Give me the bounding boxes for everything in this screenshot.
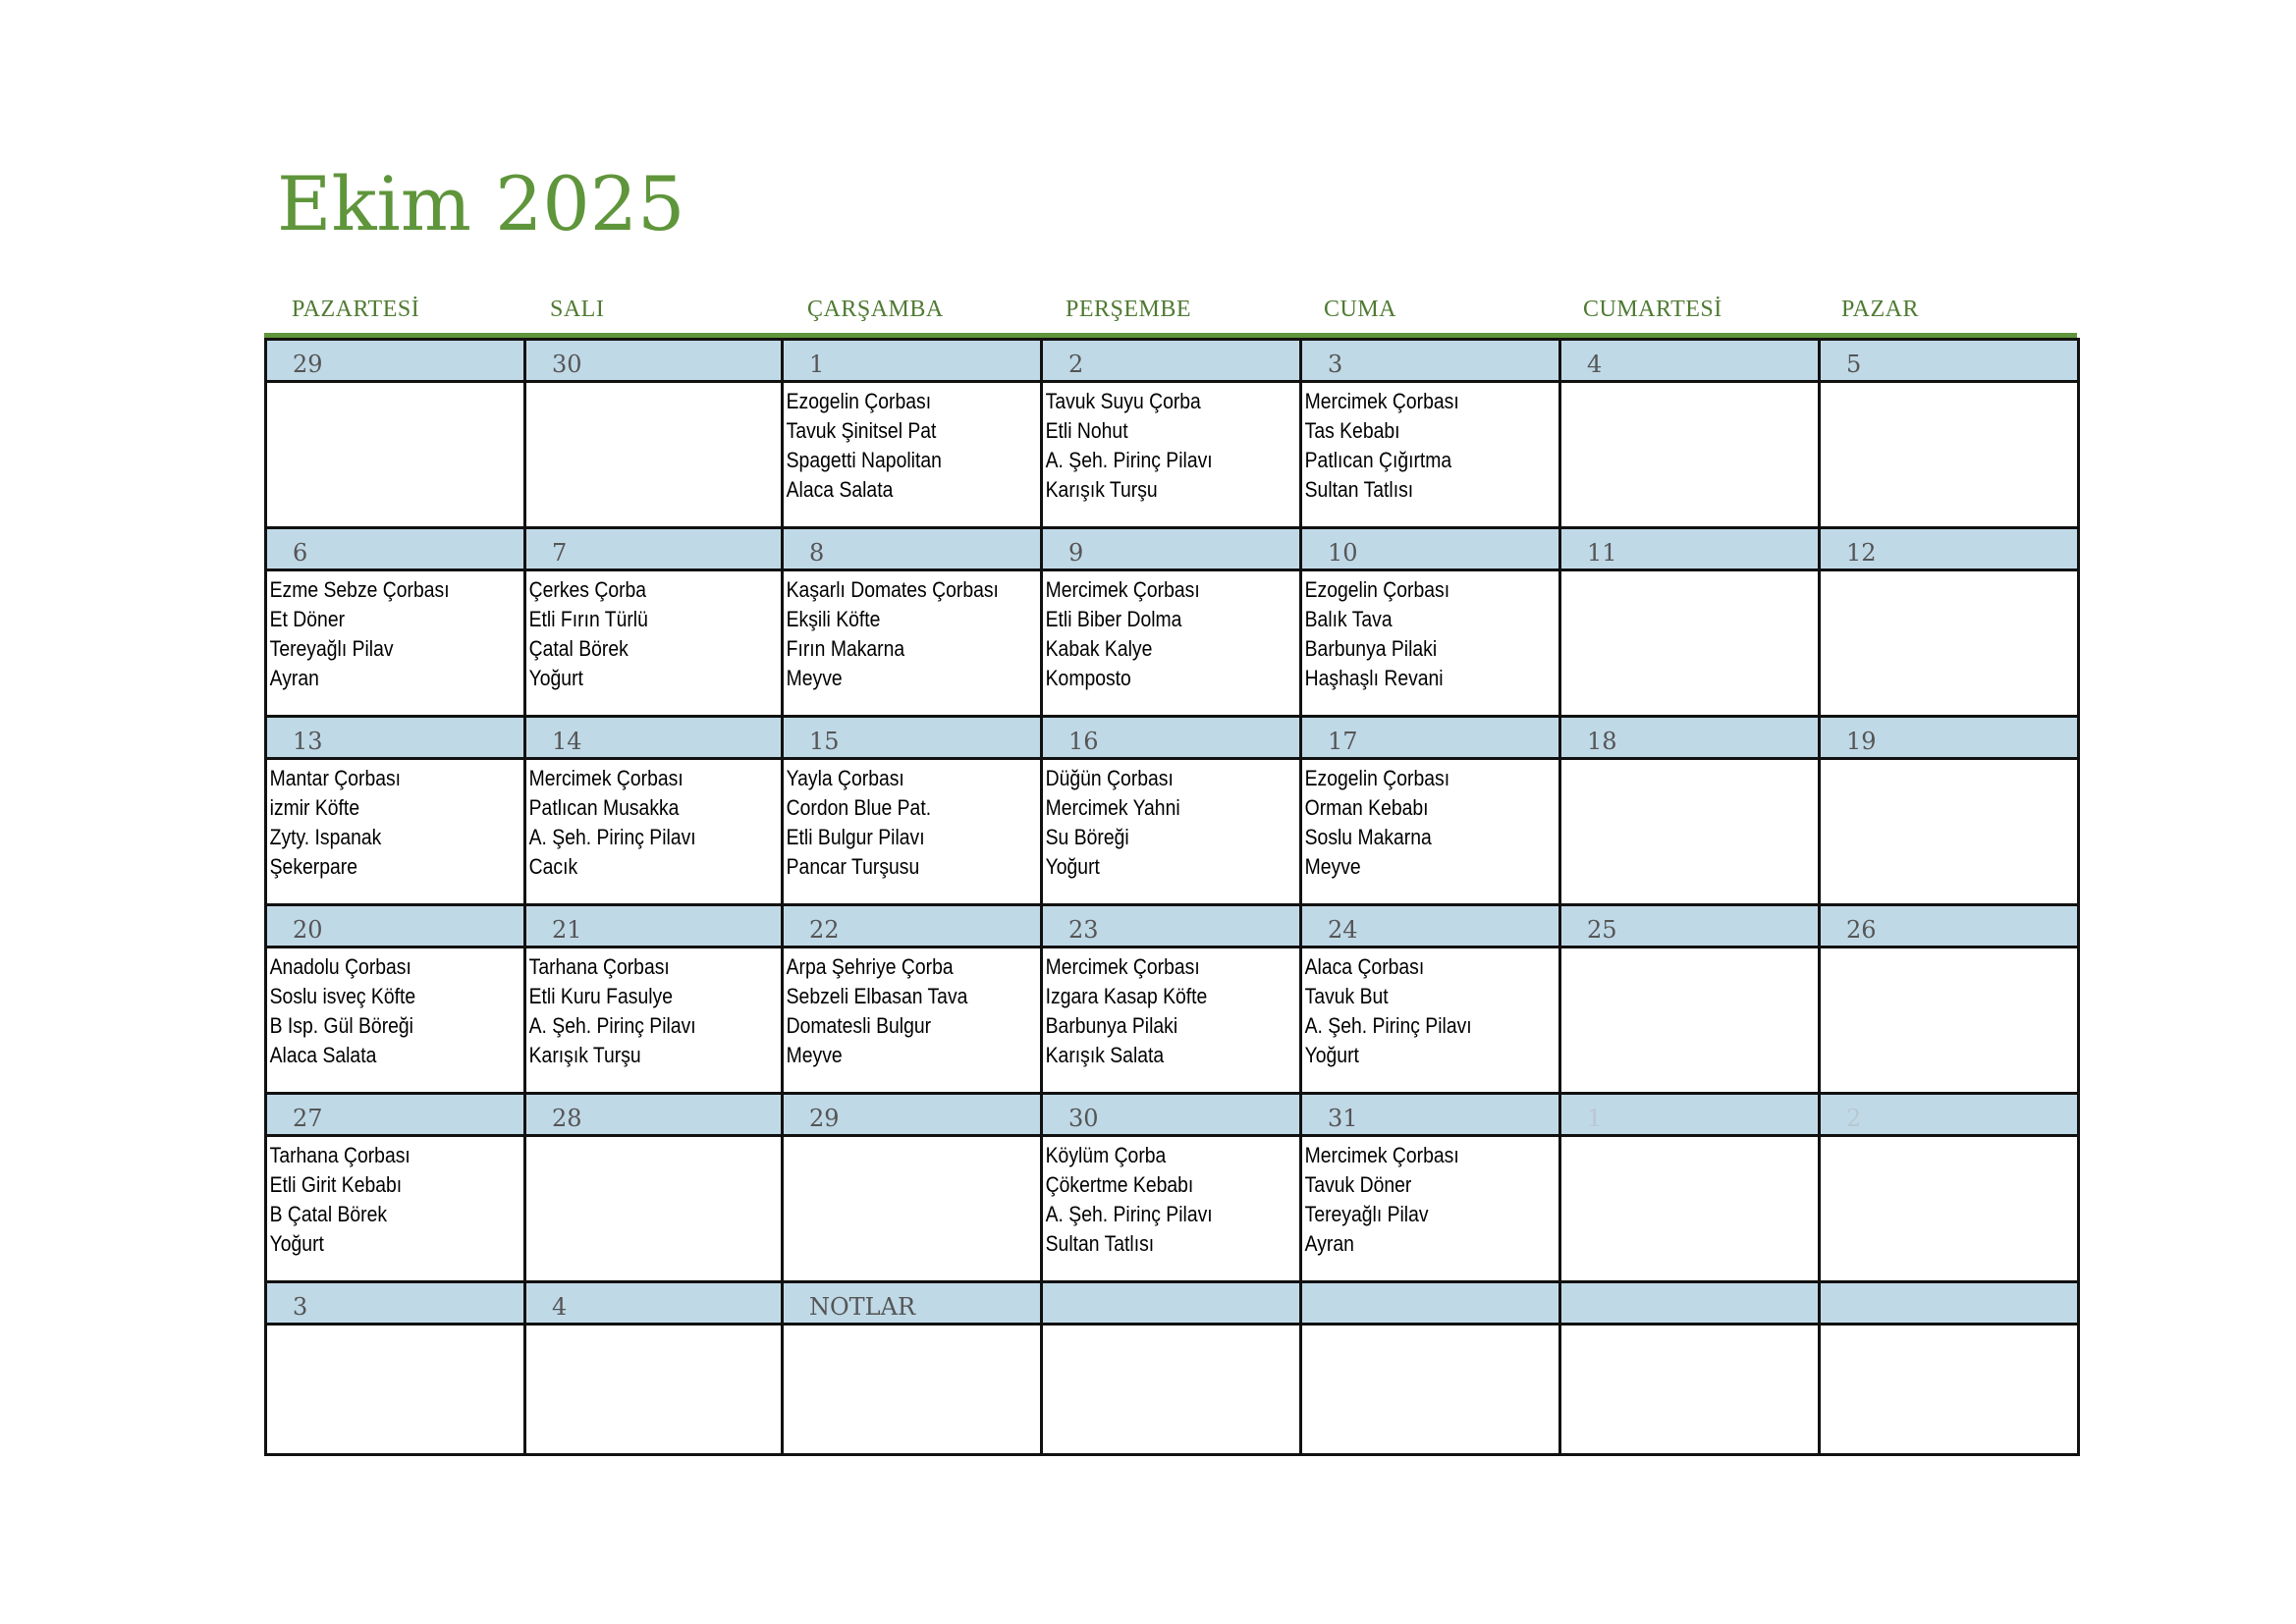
day-number: 29 — [809, 1105, 840, 1132]
day-number-cell — [525, 1094, 783, 1136]
day-number-cell — [266, 1282, 525, 1325]
day-number-cell — [525, 528, 783, 570]
day-number-cell — [525, 905, 783, 947]
day-menu-cell — [266, 759, 525, 905]
day-menu-cell — [1042, 382, 1301, 528]
menu-item: Yayla Çorbası — [786, 766, 904, 790]
menu-item: Sultan Tatlısı — [1304, 477, 1414, 502]
menu-item: A. Şeh. Pirinç Pilavı — [1045, 1202, 1213, 1226]
day-number: 3 — [1328, 351, 1343, 378]
menu-item: Ekşili Köfte — [786, 607, 881, 631]
menu-item: Komposto — [1045, 666, 1131, 690]
menu-list — [526, 760, 750, 882]
menu-item: Kaşarlı Domates Çorbası — [786, 577, 999, 602]
day-menu-cell — [266, 1325, 525, 1455]
menu-item: Ayran — [269, 666, 319, 690]
menu-list — [1821, 383, 2047, 387]
week-menu-row — [266, 1136, 2079, 1282]
day-number-cell — [525, 1282, 783, 1325]
menu-item: Tereyağlı Pilav — [1304, 1202, 1429, 1226]
menu-list — [1043, 760, 1269, 882]
menu-list — [526, 1137, 750, 1141]
day-menu-cell — [1301, 947, 1560, 1094]
day-menu-cell — [1560, 570, 1820, 717]
day-menu-cell — [266, 570, 525, 717]
menu-list — [784, 383, 1010, 505]
menu-item: Etli Biber Dolma — [1045, 607, 1182, 631]
menu-item: Patlıcan Çığırtma — [1304, 448, 1452, 472]
week-menu-row — [266, 570, 2079, 717]
menu-item: A. Şeh. Pirinç Pilavı — [528, 1013, 696, 1038]
notes-cell — [1042, 1325, 1301, 1455]
week-number-row — [266, 340, 2079, 382]
menu-item: Ezogelin Çorbası — [786, 389, 932, 413]
day-number: 4 — [552, 1293, 568, 1321]
menu-item: Şekerpare — [269, 854, 357, 879]
menu-item: A. Şeh. Pirinç Pilavı — [1045, 448, 1213, 472]
week-menu-row — [266, 759, 2079, 905]
day-number-cell — [266, 717, 525, 759]
day-number: 24 — [1328, 916, 1358, 944]
weekday-header-wednesday: ÇARŞAMBA — [807, 297, 944, 322]
day-menu-cell — [1042, 1136, 1301, 1282]
day-menu-cell — [783, 382, 1042, 528]
day-number: 28 — [552, 1105, 582, 1132]
menu-item: Tavuk Döner — [1304, 1172, 1412, 1197]
day-menu-cell — [1820, 382, 2079, 528]
menu-item: Cacık — [528, 854, 578, 879]
menu-list — [526, 948, 750, 1070]
notes-cell — [783, 1325, 1042, 1455]
day-menu-cell — [1301, 570, 1560, 717]
day-number: 30 — [552, 351, 582, 378]
day-number-cell — [266, 528, 525, 570]
weekday-header-monday: PAZARTESİ — [292, 297, 420, 322]
day-menu-cell — [1560, 947, 1820, 1094]
notes-row — [266, 1325, 2079, 1455]
menu-item: Alaca Salata — [786, 477, 894, 502]
week-number-row — [266, 717, 2079, 759]
day-number: 3 — [293, 1293, 308, 1321]
day-menu-cell — [783, 759, 1042, 905]
menu-item: Tarhana Çorbası — [528, 954, 670, 979]
day-number-cell — [1820, 905, 2079, 947]
day-menu-cell — [1301, 382, 1560, 528]
menu-list — [784, 948, 1010, 1070]
day-number: 5 — [1846, 351, 1862, 378]
day-menu-cell — [266, 947, 525, 1094]
menu-item: Zyty. Ispanak — [269, 825, 382, 849]
day-menu-cell — [525, 382, 783, 528]
week-menu-row — [266, 382, 2079, 528]
day-number-cell — [1820, 340, 2079, 382]
week-number-row — [266, 528, 2079, 570]
notes-header-cell — [1301, 1282, 1560, 1325]
menu-list — [526, 383, 750, 387]
menu-item: Etli Fırın Türlü — [528, 607, 648, 631]
day-number: 21 — [552, 916, 582, 944]
day-menu-cell — [525, 1325, 783, 1455]
day-number: 10 — [1328, 539, 1358, 567]
empty-header — [1821, 1283, 2077, 1291]
menu-item: Barbunya Pilaki — [1304, 636, 1438, 661]
day-menu-cell — [1042, 947, 1301, 1094]
day-number-cell — [1820, 528, 2079, 570]
menu-list — [267, 1137, 493, 1259]
day-number-cell — [1560, 528, 1820, 570]
menu-list — [784, 1137, 1010, 1141]
day-number-cell — [1820, 717, 2079, 759]
day-number: 20 — [293, 916, 323, 944]
notes-header-cell — [1560, 1282, 1820, 1325]
weekday-header-saturday: CUMARTESİ — [1583, 297, 1722, 322]
day-number: 6 — [293, 539, 308, 567]
menu-list — [1561, 571, 1787, 575]
day-number-cell — [525, 717, 783, 759]
day-number: 13 — [293, 728, 323, 755]
menu-list — [1043, 948, 1269, 1070]
menu-item: A. Şeh. Pirinç Pilavı — [528, 825, 696, 849]
day-number-cell — [783, 717, 1042, 759]
menu-item: B Çatal Börek — [269, 1202, 388, 1226]
day-menu-cell — [525, 570, 783, 717]
menu-item: Fırın Makarna — [786, 636, 905, 661]
day-number: 7 — [552, 539, 568, 567]
menu-item: Karışık Turşu — [1045, 477, 1158, 502]
menu-list — [267, 948, 493, 1070]
menu-item: Cordon Blue Pat. — [786, 795, 932, 820]
menu-item: Mercimek Çorbası — [1045, 954, 1200, 979]
menu-list — [784, 571, 1010, 693]
day-number-cell — [783, 1094, 1042, 1136]
day-number-cell — [1301, 717, 1560, 759]
menu-item: Yoğurt — [1304, 1043, 1359, 1067]
day-number-cell — [1560, 1094, 1820, 1136]
menu-item: Çerkes Çorba — [528, 577, 647, 602]
menu-item: Haşhaşlı Revani — [1304, 666, 1444, 690]
day-menu-cell — [1560, 759, 1820, 905]
notes-cell — [1820, 1325, 2079, 1455]
day-number: 14 — [552, 728, 582, 755]
day-menu-cell — [525, 759, 783, 905]
menu-item: Etli Nohut — [1045, 418, 1128, 443]
menu-item: Çatal Börek — [528, 636, 629, 661]
menu-list — [1043, 1137, 1269, 1259]
day-number: 8 — [809, 539, 825, 567]
notes-cell — [1301, 1325, 1560, 1455]
empty-header — [1561, 1283, 1818, 1291]
menu-list — [1302, 760, 1528, 882]
notes-header-cell — [1042, 1282, 1301, 1325]
menu-item: izmir Köfte — [269, 795, 360, 820]
notes-header-cell — [1820, 1282, 2079, 1325]
calendar-grid — [264, 338, 2080, 1456]
day-number: 4 — [1587, 351, 1603, 378]
menu-item: Balık Tava — [1304, 607, 1393, 631]
menu-item: Tereyağlı Pilav — [269, 636, 394, 661]
day-menu-cell — [1560, 382, 1820, 528]
menu-item: Meyve — [1304, 854, 1361, 879]
notes-label: NOTLAR — [809, 1293, 916, 1321]
day-number: 19 — [1846, 728, 1877, 755]
menu-item: Etli Bulgur Pilavı — [786, 825, 925, 849]
day-number-cell — [783, 905, 1042, 947]
day-number-cell — [783, 340, 1042, 382]
menu-item: Mercimek Yahni — [1045, 795, 1180, 820]
menu-item: Tavuk But — [1304, 984, 1389, 1008]
day-number: 12 — [1846, 539, 1877, 567]
menu-item: Pancar Turşusu — [786, 854, 920, 879]
menu-item: Ezogelin Çorbası — [1304, 577, 1450, 602]
week-number-row — [266, 1094, 2079, 1136]
menu-list — [1302, 1137, 1528, 1259]
menu-item: Ezogelin Çorbası — [1304, 766, 1450, 790]
day-number: 23 — [1068, 916, 1099, 944]
menu-item: Mercimek Çorbası — [1304, 389, 1459, 413]
menu-item: Ezme Sebze Çorbası — [269, 577, 450, 602]
day-number-cell — [1560, 905, 1820, 947]
day-menu-cell — [525, 947, 783, 1094]
menu-list — [267, 571, 493, 693]
day-number-cell — [266, 340, 525, 382]
menu-item: Alaca Çorbası — [1304, 954, 1425, 979]
day-number: 11 — [1587, 539, 1617, 567]
menu-list — [1561, 948, 1787, 952]
day-number-cell — [1042, 1094, 1301, 1136]
day-menu-cell — [525, 1136, 783, 1282]
day-menu-cell — [783, 947, 1042, 1094]
day-menu-cell — [1820, 759, 2079, 905]
menu-list — [267, 760, 493, 882]
menu-item: Tavuk Suyu Çorba — [1045, 389, 1201, 413]
week-number-row — [266, 905, 2079, 947]
day-menu-cell — [266, 382, 525, 528]
menu-item: Düğün Çorbası — [1045, 766, 1174, 790]
menu-item: Orman Kebabı — [1304, 795, 1429, 820]
day-number: 30 — [1068, 1105, 1099, 1132]
week-menu-row — [266, 947, 2079, 1094]
day-number-cell — [1560, 717, 1820, 759]
day-number: 15 — [809, 728, 840, 755]
day-number-cell — [266, 1094, 525, 1136]
day-number-cell — [1560, 340, 1820, 382]
menu-item: Mantar Çorbası — [269, 766, 402, 790]
menu-list — [784, 760, 1010, 882]
day-number-cell — [266, 905, 525, 947]
menu-item: A. Şeh. Pirinç Pilavı — [1304, 1013, 1472, 1038]
day-number: 17 — [1328, 728, 1358, 755]
day-number-cell — [1042, 528, 1301, 570]
menu-item: Soslu isveç Köfte — [269, 984, 416, 1008]
menu-item: Tarhana Çorbası — [269, 1143, 410, 1167]
day-number: 18 — [1587, 728, 1617, 755]
menu-item: Çökertme Kebabı — [1045, 1172, 1194, 1197]
menu-item: Mercimek Çorbası — [1304, 1143, 1459, 1167]
menu-item: Köylüm Çorba — [1045, 1143, 1167, 1167]
page-title: Ekim 2025 — [277, 160, 685, 247]
day-number-cell — [1301, 905, 1560, 947]
notes-header-row — [266, 1282, 2079, 1325]
menu-item: Spagetti Napolitan — [786, 448, 942, 472]
menu-item: B Isp. Gül Böreği — [269, 1013, 413, 1038]
menu-list — [526, 571, 750, 693]
day-number: 1 — [809, 351, 825, 378]
weekday-header-thursday: PERŞEMBE — [1066, 297, 1192, 322]
day-number: 31 — [1328, 1105, 1358, 1132]
day-menu-cell — [1820, 1136, 2079, 1282]
day-number-cell — [1820, 1094, 2079, 1136]
menu-item: Yoğurt — [1045, 854, 1100, 879]
notes-header-cell — [783, 1282, 1042, 1325]
day-number-cell — [1042, 340, 1301, 382]
menu-item: Meyve — [786, 666, 843, 690]
empty-header — [1043, 1283, 1299, 1291]
day-number-cell — [1042, 717, 1301, 759]
menu-item: Sebzeli Elbasan Tava — [786, 984, 968, 1008]
weekday-header-tuesday: SALI — [550, 297, 605, 322]
menu-item: Yoğurt — [269, 1231, 324, 1256]
day-number-cell — [525, 340, 783, 382]
menu-item: Barbunya Pilaki — [1045, 1013, 1178, 1038]
menu-item: Patlıcan Musakka — [528, 795, 680, 820]
weekday-header-sunday: PAZAR — [1841, 297, 1919, 322]
day-number: 9 — [1068, 539, 1084, 567]
day-number: 26 — [1846, 916, 1877, 944]
menu-item: Alaca Salata — [269, 1043, 377, 1067]
menu-list — [1821, 571, 2047, 575]
menu-item: Karışık Turşu — [528, 1043, 641, 1067]
day-number: 25 — [1587, 916, 1617, 944]
day-number-cell — [1301, 528, 1560, 570]
menu-list — [1043, 571, 1269, 693]
day-number: 27 — [293, 1105, 323, 1132]
menu-item: Su Böreği — [1045, 825, 1129, 849]
menu-item: Etli Girit Kebabı — [269, 1172, 403, 1197]
menu-item: Yoğurt — [528, 666, 583, 690]
menu-list — [1561, 1137, 1787, 1141]
menu-list — [1302, 571, 1528, 693]
menu-list — [1043, 383, 1269, 505]
day-menu-cell — [783, 570, 1042, 717]
menu-list — [1821, 1137, 2047, 1141]
notes-cell — [1560, 1325, 1820, 1455]
day-menu-cell — [783, 1136, 1042, 1282]
day-number: 29 — [293, 351, 323, 378]
menu-item: Mercimek Çorbası — [1045, 577, 1200, 602]
day-number: 2 — [1068, 351, 1084, 378]
weekday-header-friday: CUMA — [1324, 297, 1397, 322]
menu-item: Domatesli Bulgur — [786, 1013, 932, 1038]
day-number-cell — [1042, 905, 1301, 947]
menu-list — [1302, 383, 1528, 505]
day-number: 22 — [809, 916, 840, 944]
day-menu-cell — [1042, 570, 1301, 717]
day-menu-cell — [1820, 570, 2079, 717]
day-number: 1 — [1587, 1105, 1603, 1132]
menu-item: Mercimek Çorbası — [528, 766, 683, 790]
menu-list — [1821, 948, 2047, 952]
menu-item: Arpa Şehriye Çorba — [786, 954, 954, 979]
menu-list — [267, 383, 493, 387]
day-menu-cell — [1042, 759, 1301, 905]
menu-list — [1821, 760, 2047, 764]
menu-list — [1302, 948, 1528, 1070]
menu-item: Sultan Tatlısı — [1045, 1231, 1155, 1256]
day-menu-cell — [266, 1136, 525, 1282]
menu-item: Izgara Kasap Köfte — [1045, 984, 1208, 1008]
day-menu-cell — [1301, 1136, 1560, 1282]
day-menu-cell — [1560, 1136, 1820, 1282]
day-number-cell — [1301, 340, 1560, 382]
empty-header — [1302, 1283, 1558, 1291]
menu-list — [1561, 760, 1787, 764]
menu-item: Kabak Kalye — [1045, 636, 1153, 661]
menu-list — [1561, 383, 1787, 387]
menu-item: Tavuk Şinitsel Pat — [786, 418, 937, 443]
day-number-cell — [783, 528, 1042, 570]
menu-item: Soslu Makarna — [1304, 825, 1432, 849]
day-number: 2 — [1846, 1105, 1862, 1132]
menu-item: Karışık Salata — [1045, 1043, 1165, 1067]
menu-item: Meyve — [786, 1043, 843, 1067]
menu-item: Etli Kuru Fasulye — [528, 984, 673, 1008]
day-menu-cell — [1301, 759, 1560, 905]
day-number: 16 — [1068, 728, 1099, 755]
menu-item: Anadolu Çorbası — [269, 954, 411, 979]
day-number-cell — [1301, 1094, 1560, 1136]
menu-item: Ayran — [1304, 1231, 1354, 1256]
day-menu-cell — [1820, 947, 2079, 1094]
menu-item: Et Döner — [269, 607, 346, 631]
menu-item: Tas Kebabı — [1304, 418, 1400, 443]
